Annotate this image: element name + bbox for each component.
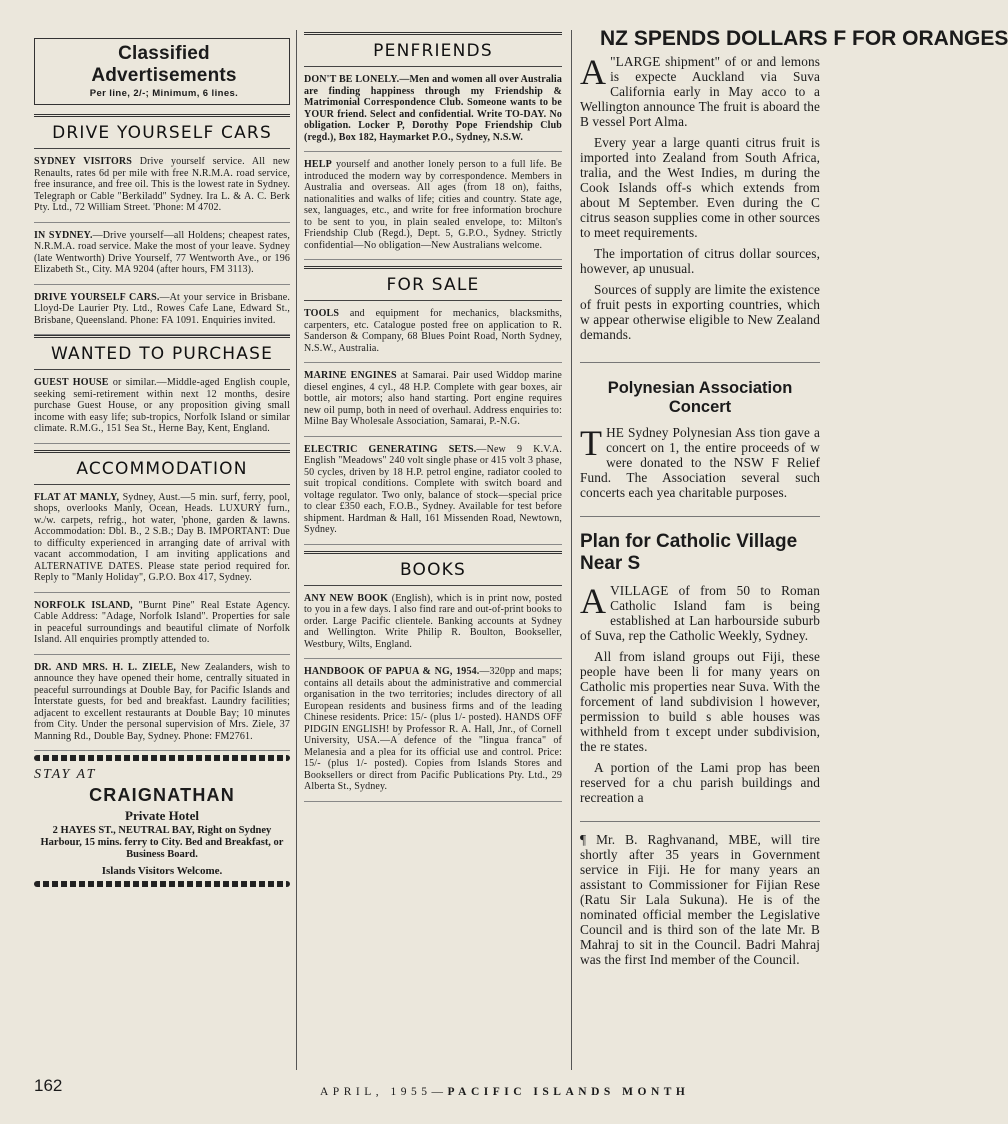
accommodation-heading: ACCOMMODATION [34,450,290,485]
classified-ad: DR. AND MRS. H. L. ZIELE, New Zealanders, wish to announce they have opened their home, centrally situated in peaceful surroundings at Double Bay, for Pacific Islands and Interstate guests, for bed and breakfast. Laundry facilities; adjacent to excellent restaurants at Double Bay; 10 minutes from City. Under the personal supervision of Mrs. Ziele, 37 Manning Rd., Double Bay, Sydney. Phone: FM2761. [34,655,290,752]
catholic-article: AVILLAGE of from 50 to Roman Catholic Island fam is being established at Lan harbourside suburb of Suva, rep the Catholic Weekly, Sydney. All from island groups out Fiji, these people have been li for many years on Catholic mis properties near Suva. With the forcement of land subdivision l however, permission to build s able houses was withheld from t except under subdivision, the re states. A portion of the Lami prop has been reserved for a chu parish buildings and recreation a [580,581,820,805]
column-rule [296,30,297,1070]
polynesian-article: THE Sydney Polynesian Ass tion gave a concert on 1, the entire proceeds of w were donated to the NSW F Relief Fund. The Association several such concerts each yea charitable purposes. [580,423,820,500]
page-number: 162 [34,1076,63,1095]
hotel-welcome: Islands Visitors Welcome. [101,865,223,877]
drive-yourself-ads [34,149,290,335]
classified-ad: MARINE ENGINES at Samarai. Pair used Widdop marine diesel engines, 4 cyl., 48 H.P. Complete with gear boxes, air bottle, air motors; also hand starting. Port engine requires new oil pump, both in need of overhaul. Address enquiries to: Milne Bay Wholesale Association, Samarai, P.-N.G. [304,363,562,437]
raghvanand-article: ¶ Mr. B. Raghvanand, MBE, will tire shortly after 35 years in Government service in Fiji. He for many years an assistant to Commissioner for Fijian Rese (Ratu Sir Lala Sukuna). He is of the nominated official member the Legislative Council and is third son of the late Mr. B Mahraj to sit in the Council. Badri Mahraj was the first Ind member of the Council. [580,832,820,967]
classified-ad: GUEST HOUSE or similar.—Middle-aged English couple, seeking semi-retirement within next 12 months, desire purchase Guest House, or any proposition giving small income with easy life; sub-tropics, Norfolk Island or similar climate. R.M.G., 151 Sea St., Herne Bay, Kent, England. [34,370,290,444]
stay-at-label: STAY AT [34,767,97,782]
classified-ad: NORFOLK ISLAND, "Burnt Pine" Real Estate Agency. Cable Address: "Adage, Norfolk Island". Properties for sale in peaceful surroundings and beautiful climate of Norfolk Island. All enquiries promptly attended to. [34,593,290,655]
classified-ad: ELECTRIC GENERATING SETS.—New 9 K.V.A. English "Meadows" 240 volt single phase or 415 volt 3 phase, 50 cycles, driven by 18 H.P. petrol engine, radiator cooled to suit tropical conditions. Complete with switch board and voltage regulator. Two only, balance of stock—special price to clear £350 each, F.O.B., Sydney. Available for test before shipment. Hardman & Hall, 161 Missenden Road, Newtown, Sydney. [304,437,562,545]
penfriends-heading: PENFRIENDS [304,32,562,67]
chain-border-bottom [34,881,290,887]
oranges-headline: NZ SPENDS DOLLARS F FOR ORANGES [600,27,1008,50]
polynesian-headline: Polynesian Association Concert [607,379,793,416]
chain-border-top [34,755,290,761]
oranges-article: A "LARGE shipment" of or and lemons is expecte Auckland via Suva California early in May acco to a Wellington announce The fruit is aboard the B vessel Port Alma. Every year a large quanti citrus fruit is imported into Zealand from South Africa, tralia, and the West Indies, m during the Cook Islands off-s which extends from about M September. Even during the C citrus season supplies come in other sources to meet requirements. The importation of citrus dollar sources, however, ap unusual. Sources of supply are limite the existence of fruit pests in exporting countries, which w appear otherwise eligible to New Zealand demands. [580,52,820,342]
column-right [580,0,1008,973]
column-middle [304,0,562,802]
classified-ad: HELP yourself and another lonely person to a full life. Be introduced the modern way by correspondence. Members in Australia and overseas. All ages (from 18 on), faiths, nationalities and walks of life; cities and country. State age, sex, languages, etc., and write for free information brochure to be sent to you, in plain sealed envelope, to: Milton's Friendship Club (Regd.), Dept. 5, G.P.O., Sydney. Strictly confidential—No obligation—New Australians welcome. [304,152,562,260]
craignathan-ad [34,767,290,877]
hotel-name: CRAIGNATHAN [89,785,235,805]
classified-ad: DRIVE YOURSELF CARS.—At your service in Brisbane. Lloyd-De Laurier Pty. Ltd., Rowes Cafe Lane, Edward St., Brisbane, Queensland. Phone: FA 1091. Enquiries invited. [34,285,290,336]
page-footer [320,1086,689,1098]
classified-ad: HANDBOOK OF PAPUA & NG, 1954.—320pp and maps; contains all details about the administrative and commercial organisation in the two territories; includes directory of all European residents and business firms and of the leading Chinese residents. Price: 15/- (plus 1/- posted). HANDS OFF PIDGIN ENGLISH! by Professor R. A. Hall, Jnr., of Cornell University, USA.—A defence of the "lingua franca" of Melanesia and a plea for its official use and control. Price: 15/- (plus 1/- posted). Copies from Islands Stores and Booksellers or direct from Pacific Publications Pty. Ltd., 29 Alberta St., Sydney. [304,659,562,802]
column-left [34,0,290,891]
for-sale-heading: FOR SALE [304,266,562,301]
drive-yourself-heading: DRIVE YOURSELF CARS [34,114,290,149]
classified-ad: FLAT AT MANLY, Sydney, Aust.—5 min. surf, ferry, pool, shops, overlooks Manly, Ocean, Heads. LUXURY furn., w./w. carpets, refrig., hot water, 'phone, garden & lawns. Accommodation: Dbl. B., 2 S.B.; Day B. IMPORTANT: Due to difficulty experienced in arranging date of arrival with vacant accommodation, I am inviting applications and ALTERNATIVE DATES. Please state period required for. Reply to "Manly Holiday", G.P.O. Box 417, Sydney. [34,485,290,593]
wanted-heading: WANTED TO PURCHASE [34,335,290,370]
column-rule [571,30,572,1070]
classified-ad: TOOLS and equipment for mechanics, blacksmiths, carpenters, etc. Catalogue posted free on application to R. Sanderson & Company, 68 Blues Point Road, North Sydney, N.S.W., Australia. [304,301,562,363]
classified-title: Classified Advertisements [91,43,237,86]
books-heading: BOOKS [304,551,562,586]
hotel-kind: Private Hotel [125,808,199,823]
classified-rates: Per line, 2/-; Minimum, 6 lines. [89,88,239,99]
catholic-headline: Plan for Catholic Village Near S [580,531,798,574]
footer-date: APRIL, 1955— [320,1086,448,1098]
footer-title: PACIFIC ISLANDS MONTH [447,1086,690,1098]
classified-ad: IN SYDNEY.—Drive yourself—all Holdens; cheapest rates, N.R.M.A. road service. Make the most of your leave. Sydney (late Wentworth) Drive Yourself, 77 Wentworth Ave., or 196 Elizabeth St., City. MA 9204 (after hours, FM 3113). [34,223,290,285]
classified-ad: SYDNEY VISITORS Drive yourself service. All new Renaults, rates 6d per mile with free N.R.M.A. road service, free insurance, and free oil. This is the lowest rate in Sydney. Telegraph or Cable "Berkiladd" Sydney. Ira L. & A. C. Berk Pty. Ltd., 72 William Street. 'Phone: M 4702. [34,149,290,223]
classified-header-box [34,38,290,105]
classified-ad: DON'T BE LONELY.—Men and women all over Australia are finding happiness through my Friendship & Matrimonial Correspondence Club. Someone wants to be YOUR friend. Select and confidential. Write TO-DAY. No obligation. Locker P, Dorothy Pope Friendship Club (regd.), Box 182, Haymarket P.O., Sydney, N.S.W. [304,67,562,152]
classified-ad: ANY NEW BOOK (English), which is in print now, posted to you in a few days. I also find rare and out-of-print books to order. Large Pacific clientele. Banking accounts at Sydney and Wellington. Write Philip R. Boulton, Bookseller, Westbury, Wilts, England. [304,586,562,660]
hotel-details: 2 HAYES ST., NEUTRAL BAY, Right on Sydney Harbour, 15 mins. ferry to City. Bed and Breakfast, or Business Board. [40,825,284,860]
dropcap: A [580,52,607,92]
